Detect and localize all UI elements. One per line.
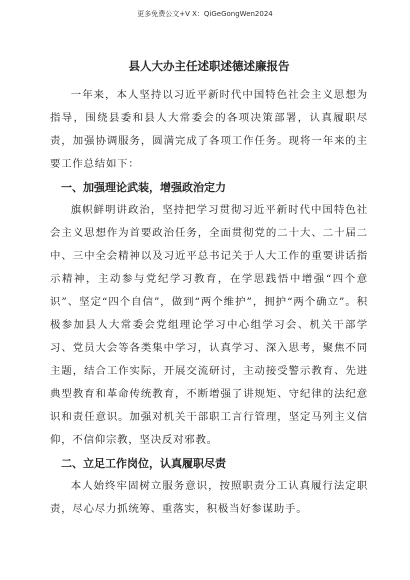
section-1-paragraph: 旗帜鲜明讲政治，坚持把学习贯彻习近平新时代中国特色社会主义思想作为首要政治任务，全面贯彻党的二十大、二十届二中、三中全会精神以及习近平总书记关于人大工作的重要讲话指示精神，主动参与党纪学习教育，在学思践悟中增强“四个意识”、坚定“四个自信”，做到“两个维护”，拥护“两个确立”。积极参加县人大常委会党组理论学习中心组学习会、机关干部学习、党员大会等各类集中学习，认真学习、深入思考，聚焦不同主题，结合工作实际，开展交流研讨，主动接受警示教育、先进典型教育和革命传统教育，不断增强了讲规矩、守纪律的法纪意识和责任意识。加强对机关干部职工言行管理，坚定马列主义信仰，不信仰宗教，坚决反对邪教。 [50,204,368,446]
document-body [50,58,368,521]
intro-paragraph: 一年来，本人坚持以习近平新时代中国特色社会主义思想为指导，围绕县委和县人大常委会的各项决策部署，认真履职尽责，加强协调服务，圆满完成了各项工作任务。现将一年来的主要工作总结如下： [50,89,368,170]
section-1-heading: 一、加强理论武装，增强政治定力 [61,181,226,194]
section-2-paragraph: 本人始终牢固树立服务意识，按照职责分工认真履行法定职责，尽心尽力抓统筹、重落实，积极当好参谋助手。 [50,480,368,515]
document-title: 县人大办主任述职述德述廉报告 [128,59,290,73]
header-note: 更多免费公文+V X：QiGeGongWen2024 [137,10,273,18]
section-2-heading: 二、立足工作岗位，认真履职尽责 [61,457,226,470]
